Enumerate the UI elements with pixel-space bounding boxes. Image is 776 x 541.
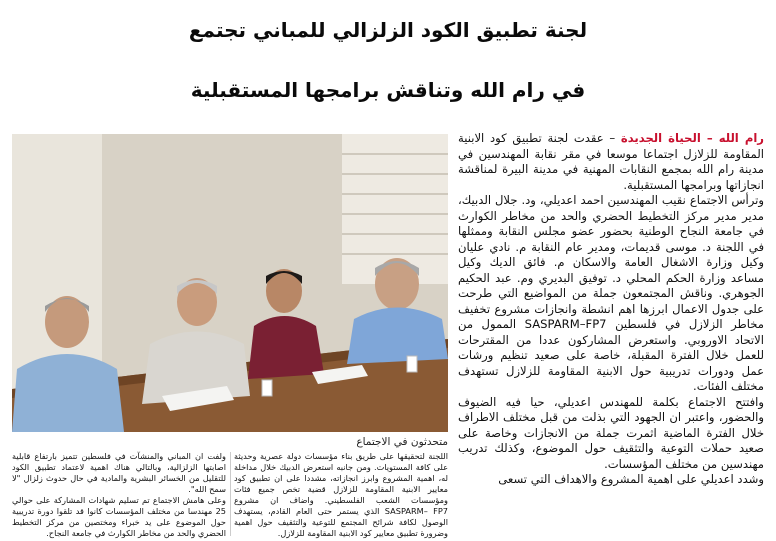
- photo-caption: متحدثون في الاجتماع: [356, 436, 448, 448]
- article-paragraph: وافتتح الاجتماع بكلمة للمهندس اعديلي، حيا فيه الضيوف والحضور، واعتبر ان الجهود التي بذلت من قبل مختلف الاطراف خلال الفترة الماضية اثمرت جملة من الانجازات وخاصة على صعيد حملات التوعية والتثقيف حول الموضوع، وكذلك تدريب مهندسين من مختلف المؤسسات.: [458, 394, 764, 471]
- article-paragraph: وعلى هامش الاجتماع تم تسليم شهادات المشاركة على حوالي 25 مهندسا من مختلف المؤسسات كانوا قد تلقوا دورة تدريبية حول الموضوع على يد خبراء ومختصين من مركز التخطيط الحضري والحد من مخاطر الكوارث في جامعة النجاح.: [12, 494, 226, 538]
- meeting-photo-illustration: [12, 134, 448, 432]
- article-paragraph: [458, 131, 764, 193]
- article-paragraph: وشدد اعديلي على اهمية المشروع والاهداف التي تسعى: [498, 472, 764, 486]
- article-column-middle: [234, 451, 448, 539]
- article-paragraph: وترأس الاجتماع نقيب المهندسين احمد اعديلي، ود. جلال الدبيك، مدير مدير مركز التخطيط الحضري والحد من مخاطر الكوارث في جامعة النجاح الوطنية بحضور عضو مجلس النقابة وممثلها في اللجنة د. موسى قديمات، ومدير عام النقابة م. نادي عليان وكيل وزارة الاشغال العامة والاسكان م. فائق الديك وكيل مساعد وزارة الحكم المحلي د. توفيق البديري وم. عبد الحكيم الجوهري. وناقش المجتمعون جملة من المواضيع التي طرحت على جدول الاعمال ابرزها اهم انشطة وانجازات مشروع تخفيف مخاطر الزلازل في فلسطين SASPARM–FP7 الممول من الاتحاد الاوروبي. واستعرض المشاركون عددا من المقترحات للعمل خلال الفترة المقبلة، خاصة على صعيد تنظيم ورشات عمل ودورات تدريبية حول الابنية المقاومة للزلازل تستهدف مختلف الفئات.: [458, 193, 764, 393]
- article-column-right: [458, 131, 764, 539]
- headline-line-1: لجنة تطبيق الكود الزلزالي للمباني تجتمع: [188, 18, 588, 42]
- article-column-left: [12, 451, 226, 539]
- headline: [0, 0, 776, 128]
- column-divider: [230, 452, 231, 536]
- article-dateline: رام الله – الحياة الجديدة: [620, 131, 764, 145]
- meeting-photo: [12, 134, 448, 432]
- article-paragraph: ولفت ان المباني والمنشآت في فلسطين تتميز بارتفاع قابلية اصابتها الزلزالية، وبالتالي هناك اهمية لاعتماد تطبيق الكود للتقليل من الخسائر البشرية والمادية في حال حدوث زلزال "لا سمح الله".: [12, 451, 226, 494]
- headline-line-2: في رام الله وتناقش برامجها المستقبلية: [190, 78, 586, 102]
- article-paragraph: اللجنة لتحقيقها على طريق بناء مؤسسات دولة عصرية وحديثة على كافة المستويات. ومن جانبه استعرض الدبيك خلال مداخلة له، اهمية المشروع وابرز انجازاته، مشددا على ان تطبيق كود معايير الابنية المقاومة للزلازل قضية تخص جميع فئات ومؤسسات الشعب الفلسطيني. واضاف ان مشروع SASPARM– FP7 الذي يستمر حتى العام القادم، يستهدف الوصول لكافة شرائح المجتمع للتوعية والتثقيف حول اهمية وضرورة تطبيق معايير كود الابنية المقاومة للزلازل.: [234, 451, 448, 538]
- article-paragraph-text: – عقدت لجنة تطبيق كود الابنية المقاومة للزلازل اجتماعا موسعا في مقر نقابة المهندسين في مدينة رام الله بمجمع النقابات المهنية في مدينة البيرة لمناقشة انجازاتها وبرامجها المستقبلية.: [458, 131, 764, 192]
